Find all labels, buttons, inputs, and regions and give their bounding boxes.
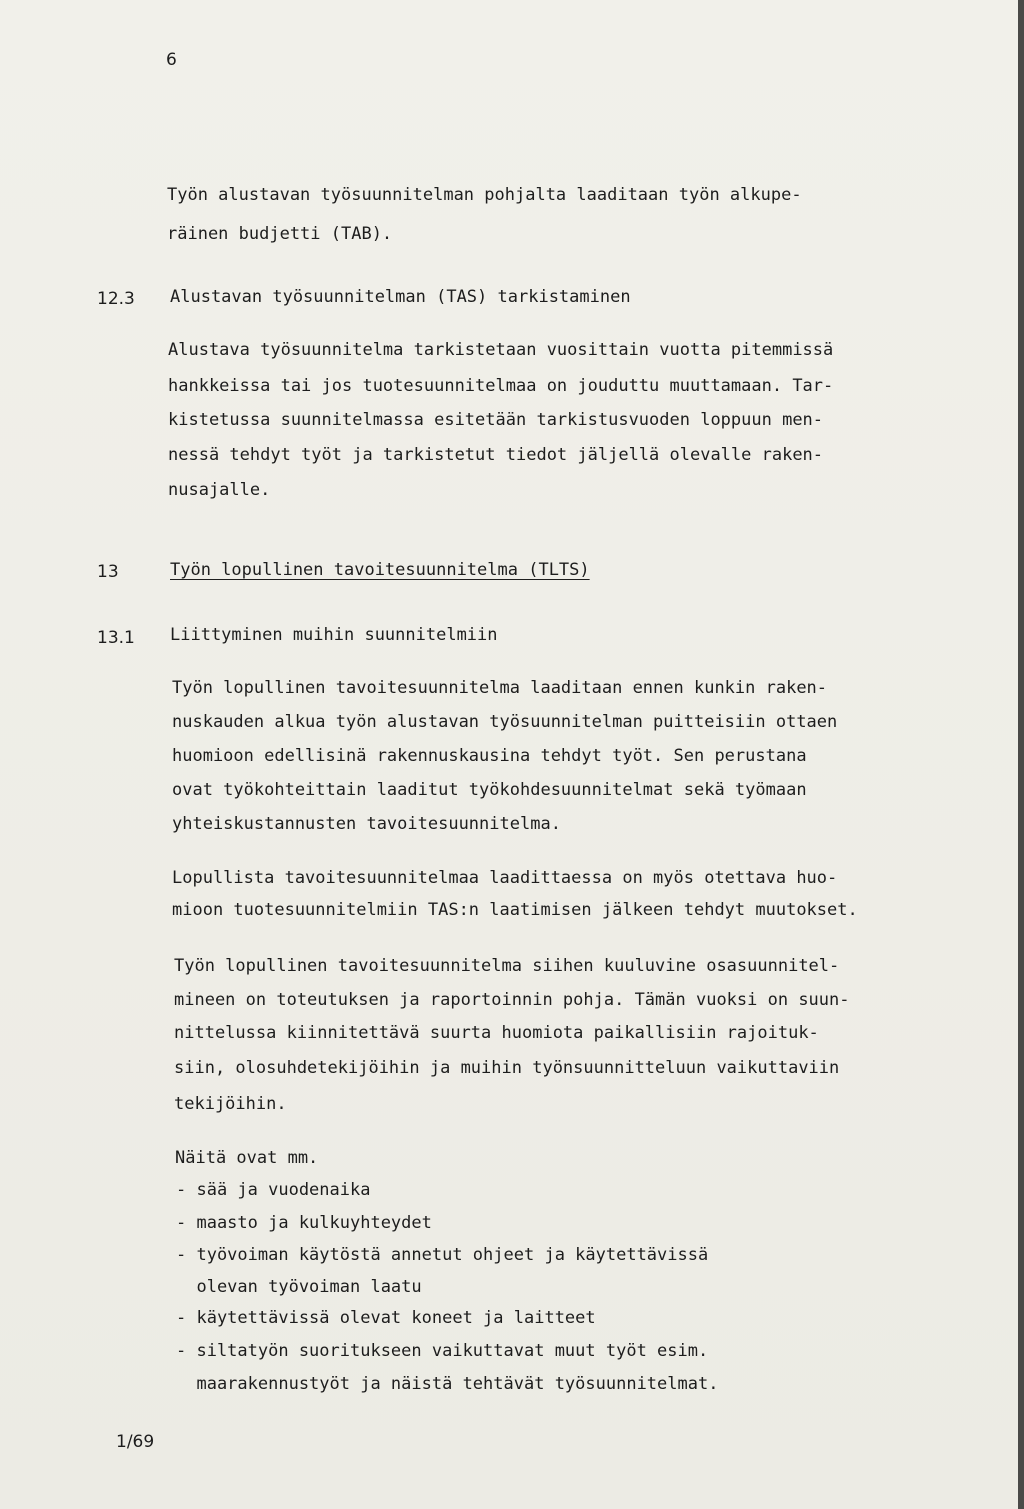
section-13-1-p3-line-3: nittelussa kiinnitettävä suurta huomiota paikallisiin rajoituk- [174,1023,819,1043]
list-intro: Näitä ovat mm. [175,1148,319,1168]
section-12-3-line-4: nessä tehdyt työt ja tarkistetut tiedot jäljellä olevalle raken- [168,445,824,465]
list-line-1: - sää ja vuodenaika [176,1180,371,1200]
section-12-3-line-2: hankkeissa tai jos tuotesuunnitelmaa on jouduttu muuttamaan. Tar- [168,376,834,396]
section-number-12-3: 12.3 [97,289,135,309]
section-12-3-line-5: nusajalle. [168,480,271,500]
section-13-1-p2-line-2: mioon tuotesuunnitelmiin TAS:n laatimisen jälkeen tehdyt muutokset. [172,900,858,920]
list-line-4: olevan työvoiman laatu [176,1277,422,1297]
section-number-13: 13 [97,562,119,582]
section-13-1-p1-line-5: yhteiskustannusten tavoitesuunnitelma. [172,814,561,834]
section-13-1-p3-line-1: Työn lopullinen tavoitesuunnitelma siihen kuuluvine osasuunnitel- [174,956,840,976]
list-line-3: - työvoiman käytöstä annetut ohjeet ja käytettävissä [176,1245,709,1265]
section-title-13: Työn lopullinen tavoitesuunnitelma (TLTS) [170,560,590,580]
scan-edge [1018,0,1024,1509]
section-13-1-p1-line-1: Työn lopullinen tavoitesuunnitelma laaditaan ennen kunkin raken- [172,678,828,698]
section-13-1-p1-line-4: ovat työkohteittain laaditut työkohdesuunnitelmat sekä työmaan [172,780,807,800]
list-line-6: - siltatyön suoritukseen vaikuttavat muut työt esim. [176,1341,709,1361]
section-title-12-3: Alustavan työsuunnitelman (TAS) tarkistaminen [170,287,631,307]
list-line-5: - käytettävissä olevat koneet ja laitteet [176,1308,596,1328]
section-13-1-p1-line-2: nuskauden alkua työn alustavan työsuunnitelman puitteisiin ottaen [172,712,838,732]
section-13-1-p3-line-2: mineen on toteutuksen ja raportoinnin pohja. Tämän vuoksi on suun- [174,990,850,1010]
list-line-2: - maasto ja kulkuyhteydet [176,1213,432,1233]
section-title-13-1: Liittyminen muihin suunnitelmiin [170,625,498,645]
list-line-7: maarakennustyöt ja näistä tehtävät työsuunnitelmat. [176,1374,719,1394]
section-13-1-p1-line-3: huomioon edellisinä rakennuskausina tehdyt työt. Sen perustana [172,746,807,766]
section-13-1-p2-line-1: Lopullista tavoitesuunnitelmaa laadittaessa on myös otettava huo- [172,868,838,888]
section-13-1-p3-line-5: tekijöihin. [174,1094,287,1114]
intro-line-1: Työn alustavan työsuunnitelman pohjalta laaditaan työn alkupe- [167,185,802,205]
footer-code: 1/69 [116,1432,155,1452]
intro-line-2: räinen budjetti (TAB). [167,224,393,244]
page-number: 6 [166,50,177,70]
section-12-3-line-3: kistetussa suunnitelmassa esitetään tarkistusvuoden loppuun men- [168,410,824,430]
section-number-13-1: 13.1 [97,628,135,648]
section-13-1-p3-line-4: siin, olosuhdetekijöihin ja muihin työnsuunnitteluun vaikuttaviin [174,1058,840,1078]
section-12-3-line-1: Alustava työsuunnitelma tarkistetaan vuosittain vuotta pitemmissä [168,340,834,360]
